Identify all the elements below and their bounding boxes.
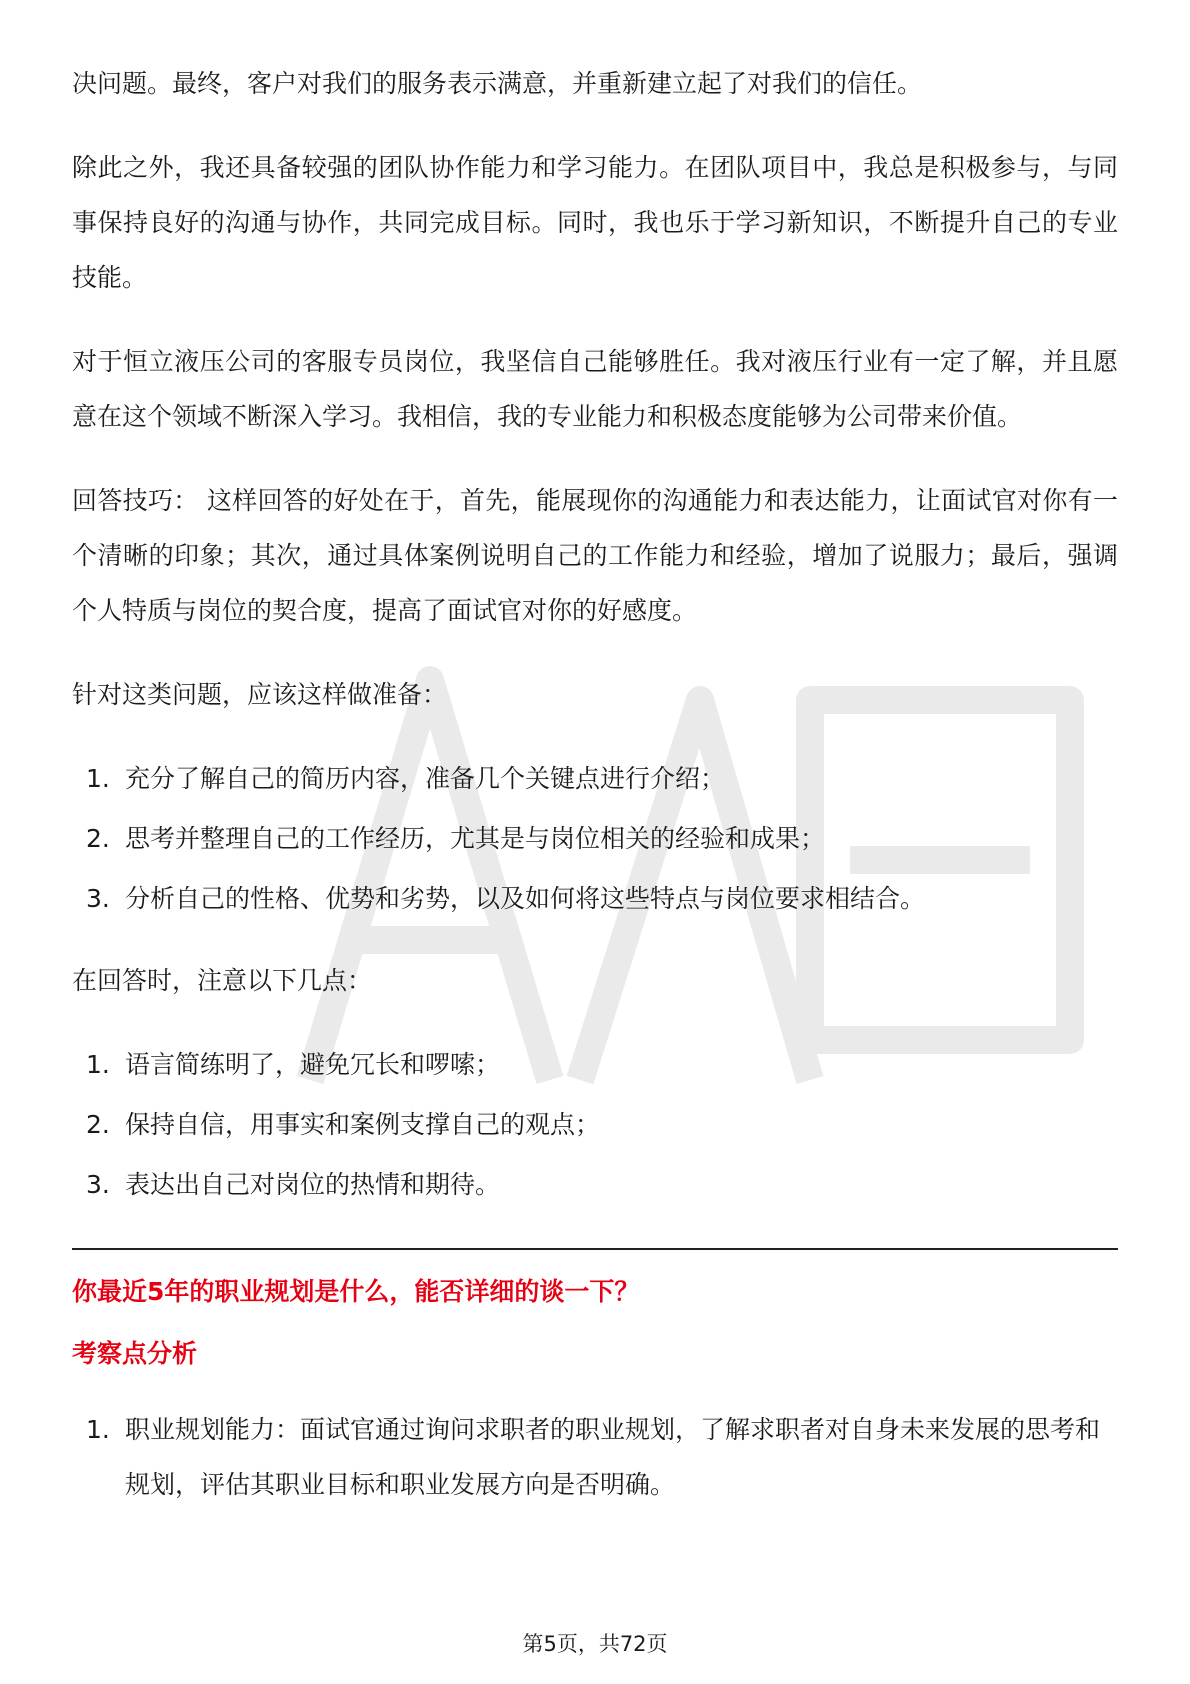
prep-list	[72, 751, 1118, 926]
analysis-heading: 考察点分析	[72, 1339, 198, 1368]
notes-list	[72, 1037, 1118, 1212]
section-divider	[72, 1248, 1118, 1250]
list-item	[72, 1157, 1118, 1212]
list-number: 1.	[86, 764, 110, 793]
list-number: 3.	[86, 1170, 110, 1199]
list-item	[72, 871, 1118, 926]
list-text: 分析自己的性格、优势和劣势，以及如何将这些特点与岗位要求相结合。	[125, 884, 926, 913]
list-text: 充分了解自己的简历内容，准备几个关键点进行介绍；	[125, 764, 726, 793]
list-number: 1.	[86, 1050, 110, 1079]
list-item	[72, 1402, 1118, 1512]
list-number: 1.	[86, 1415, 110, 1444]
paragraph-team-learning: 除此之外，我还具备较强的团队协作能力和学习能力。在团队项目中，我总是积极参与，与同事保持良好的沟通与协作，共同完成目标。同时，我也乐于学习新知识，不断提升自己的专业技能。	[72, 153, 1118, 292]
question-heading: 你最近5年的职业规划是什么，能否详细的谈一下？	[72, 1277, 640, 1306]
page-footer: 第5页，共72页	[522, 1632, 668, 1656]
paragraph-continuation: 决问题。最终，客户对我们的服务表示满意，并重新建立起了对我们的信任。	[72, 69, 923, 98]
list-text: 思考并整理自己的工作经历，尤其是与岗位相关的经验和成果；	[125, 824, 826, 853]
paragraph-prep-intro: 针对这类问题，应该这样做准备：	[72, 680, 448, 709]
list-number: 3.	[86, 884, 110, 913]
paragraph-answer-tips: 回答技巧： 这样回答的好处在于，首先，能展现你的沟通能力和表达能力，让面试官对你有一个清晰的印象；其次，通过具体案例说明自己的工作能力和经验，增加了说服力；最后，强调个人特质与岗位的契合度，提高了面试官对你的好感度。	[72, 486, 1118, 625]
list-item	[72, 1097, 1118, 1152]
document-page	[72, 56, 1118, 1539]
list-item	[72, 1037, 1118, 1092]
list-number: 2.	[86, 824, 110, 853]
list-number: 2.	[86, 1110, 110, 1139]
list-text: 表达出自己对岗位的热情和期待。	[125, 1170, 501, 1199]
list-item	[72, 751, 1118, 806]
list-text: 保持自信，用事实和案例支撑自己的观点；	[125, 1110, 601, 1139]
analysis-list	[72, 1402, 1118, 1512]
list-text: 职业规划能力：面试官通过询问求职者的职业规划，了解求职者对自身未来发展的思考和规划，评估其职业目标和职业发展方向是否明确。	[125, 1415, 1101, 1499]
list-item	[72, 811, 1118, 866]
paragraph-position-fit: 对于恒立液压公司的客服专员岗位，我坚信自己能够胜任。我对液压行业有一定了解，并且愿意在这个领域不断深入学习。我相信，我的专业能力和积极态度能够为公司带来价值。	[72, 347, 1118, 431]
list-text: 语言简练明了，避免冗长和啰嗦；	[125, 1050, 501, 1079]
paragraph-notes-intro: 在回答时，注意以下几点：	[72, 966, 373, 995]
